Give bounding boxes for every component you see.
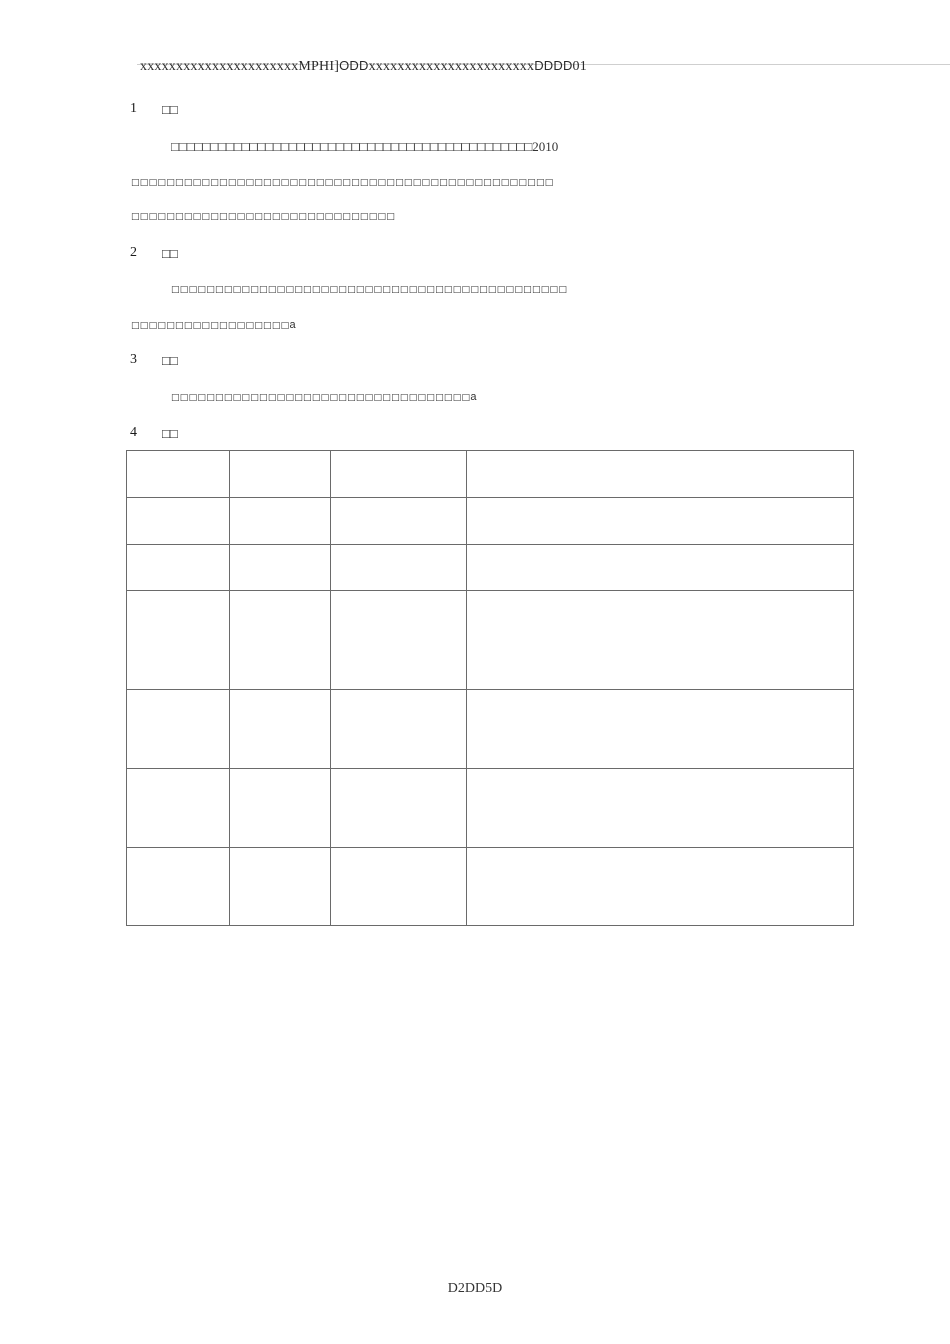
section-4-number: 4 [130,425,137,440]
section-1-paragraph-3: □□□□□□□□□□□□□□□□□□□□□□□□□□□□□□ [131,212,396,222]
header-part-4: DDDD [534,58,573,73]
section-2-number: 2 [130,245,137,260]
table-row [127,591,854,690]
table-cell [230,591,331,690]
table-row [127,545,854,591]
section-3-title: □□ [162,353,178,368]
table-row [127,848,854,926]
section-3-number: 3 [130,352,137,367]
page-footer: D2DD5D [447,1281,503,1296]
table-cell [331,498,467,545]
table-cell [331,690,467,769]
section-4-title: □□ [162,426,178,441]
header-part-3: xxxxxxxxxxxxxxxxxxxxxxx [368,59,535,74]
table-cell [467,451,854,498]
table-cell [127,545,230,591]
table-cell [467,769,854,848]
table-cell [230,451,331,498]
section-2-paragraph-2 [131,319,296,331]
header-part-2: ODD [339,58,369,73]
paragraph-text: □□□□□□□□□□□□□□□□□□□□□□□□□□□□□□□□□□□□□□□□□□□□□□ [171,139,533,154]
section-1-number: 1 [130,101,137,116]
table-cell [127,591,230,690]
table-cell [230,769,331,848]
data-table [126,450,854,926]
table-cell [331,769,467,848]
table-cell [331,848,467,926]
table-cell [230,498,331,545]
paragraph-text: □□□□□□□□□□□□□□□□□□□□□□□□□□□□□□□□□□ [171,393,471,403]
section-2-title: □□ [162,246,178,261]
table-cell [127,451,230,498]
table-cell [230,545,331,591]
table-row [127,769,854,848]
table-row [127,451,854,498]
section-2-paragraph-1: □□□□□□□□□□□□□□□□□□□□□□□□□□□□□□□□□□□□□□□□□□□□□ [171,285,568,295]
paragraph-tail: 2010 [532,139,559,154]
table-cell [467,545,854,591]
table-row [127,498,854,545]
header-part-1: xxxxxxxxxxxxxxxxxxxxxxMPHI] [140,59,340,74]
paragraph-text: □□□□□□□□□□□□□□□□□□ [131,321,290,331]
table-cell [230,848,331,926]
table-cell [230,690,331,769]
table-cell [127,498,230,545]
paragraph-tail: a [470,391,477,403]
table-cell [467,848,854,926]
table-cell [331,545,467,591]
table-row [127,690,854,769]
page-header [140,58,587,75]
table-cell [331,591,467,690]
section-1-title: □□ [162,102,178,117]
table-cell [127,769,230,848]
table-cell [467,591,854,690]
section-1-paragraph-1 [171,139,558,155]
table-cell [467,498,854,545]
header-part-5: 01 [572,59,587,74]
table-cell [331,451,467,498]
table-cell [127,848,230,926]
section-3-paragraph-1 [171,391,476,403]
table-cell [467,690,854,769]
section-1-paragraph-2: □□□□□□□□□□□□□□□□□□□□□□□□□□□□□□□□□□□□□□□□□□□□□□□□ [131,178,554,188]
paragraph-tail: a [289,319,296,331]
table-cell [127,690,230,769]
